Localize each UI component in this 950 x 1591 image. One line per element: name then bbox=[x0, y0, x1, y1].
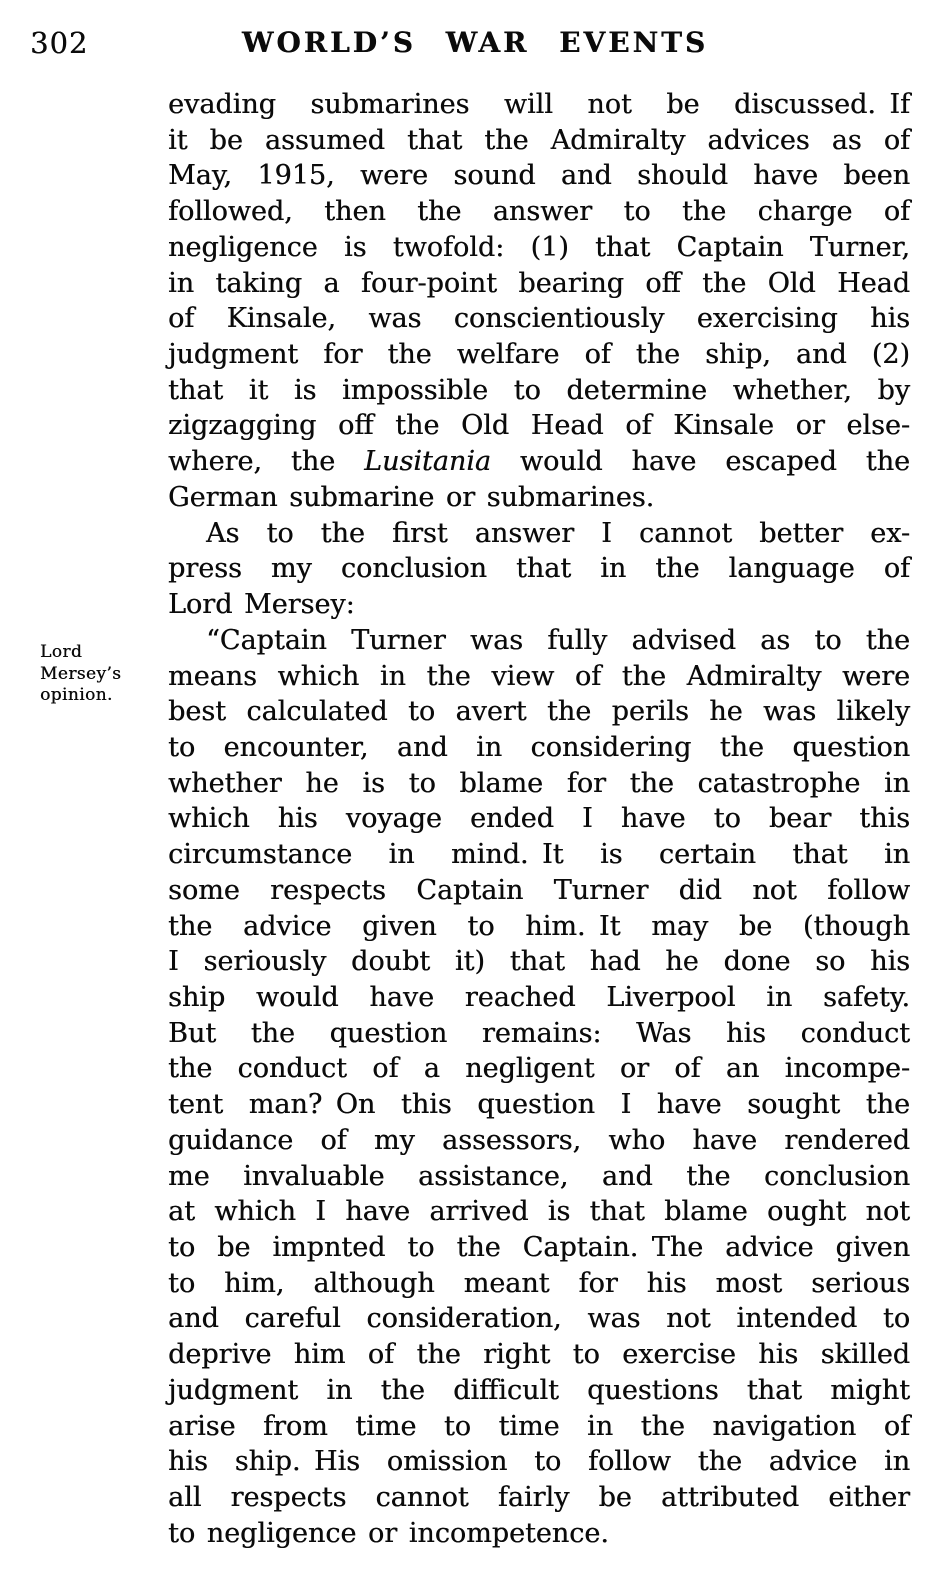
text-segment: me invaluable assistance, and the conclusion bbox=[168, 1160, 910, 1192]
text-segment: where, the bbox=[168, 446, 365, 478]
text-line bbox=[168, 837, 910, 873]
text-segment: whether he is to blame for the catastrophe in bbox=[168, 767, 910, 799]
text-segment: it be assumed that the Admiralty advices as of bbox=[168, 124, 910, 156]
text-segment: guidance of my assessors, who have rendered bbox=[168, 1124, 910, 1156]
text-segment: that it is impossible to determine whether, by bbox=[168, 374, 910, 406]
body-text bbox=[168, 87, 910, 1551]
text-line bbox=[168, 873, 910, 909]
text-line bbox=[168, 1301, 910, 1337]
text-line bbox=[168, 694, 910, 730]
text-segment: all respects cannot fairly be attributed either bbox=[168, 1482, 910, 1514]
text-line bbox=[168, 158, 910, 194]
text-line bbox=[168, 123, 910, 159]
text-segment: to be impnted to the Captain. The advice given bbox=[168, 1232, 910, 1263]
text-line bbox=[168, 659, 910, 695]
text-line bbox=[168, 766, 910, 802]
text-segment: circumstance in mind. It is certain that in bbox=[168, 839, 910, 871]
text-segment: to negligence or incompetence. bbox=[168, 1517, 609, 1549]
text-segment: some respects Captain Turner did not follow bbox=[168, 874, 910, 906]
margin-note-line: opinion. bbox=[40, 685, 113, 705]
text-segment: zigzagging off the Old Head of Kinsale or else- bbox=[168, 410, 910, 442]
text-line bbox=[168, 1230, 910, 1266]
text-line bbox=[168, 194, 910, 230]
text-line bbox=[168, 909, 910, 945]
text-line bbox=[168, 551, 910, 587]
text-segment: I seriously doubt it) that had he done so his bbox=[168, 946, 910, 978]
margin-note-line: Mersey’s bbox=[40, 663, 122, 684]
text-line bbox=[168, 1516, 910, 1552]
page-number: 302 bbox=[30, 26, 89, 60]
text-line bbox=[168, 944, 910, 980]
text-segment: at which I have arrived is that blame ought not bbox=[168, 1196, 910, 1228]
italic-ship-name: Lusitania bbox=[364, 446, 491, 478]
text-segment: the advice given to him. It may be (though bbox=[168, 910, 910, 942]
text-segment: his ship. His omission to follow the advice in bbox=[168, 1446, 910, 1478]
text-segment: deprive him of the right to exercise his skilled bbox=[168, 1339, 910, 1371]
text-segment: to encounter, and in considering the question bbox=[168, 731, 910, 763]
text-line bbox=[168, 1159, 910, 1195]
text-line bbox=[168, 623, 910, 659]
text-line bbox=[168, 480, 910, 516]
text-line bbox=[168, 1194, 910, 1230]
margin-note-line: Lord bbox=[40, 642, 83, 662]
text-segment: negligence is twofold: (1) that Captain Turner, bbox=[168, 231, 910, 263]
text-segment: judgment for the welfare of the ship, and (2) bbox=[168, 339, 910, 371]
text-segment: judgment in the difficult questions that might bbox=[168, 1374, 910, 1406]
text-segment: and careful consideration, was not intended to bbox=[168, 1303, 910, 1335]
text-segment: followed, then the answer to the charge of bbox=[168, 196, 910, 228]
text-segment: evading submarines will not be discussed. If bbox=[168, 89, 910, 120]
text-line bbox=[168, 1051, 910, 1087]
text-segment: Lord Mersey: bbox=[168, 589, 355, 621]
text-line bbox=[168, 1337, 910, 1373]
text-line bbox=[168, 980, 910, 1016]
text-segment: which his voyage ended I have to bear this bbox=[168, 803, 910, 835]
text-segment: But the question remains: Was his conduct bbox=[168, 1017, 910, 1049]
text-line bbox=[168, 1123, 910, 1159]
text-segment: press my conclusion that in the language of bbox=[168, 553, 910, 585]
text-line bbox=[168, 1266, 910, 1302]
text-line bbox=[168, 1087, 910, 1123]
text-segment: to him, although meant for his most serious bbox=[168, 1267, 910, 1299]
text-segment: “Captain Turner was fully advised as to the bbox=[206, 624, 910, 656]
text-line bbox=[168, 230, 910, 266]
text-segment: best calculated to avert the perils he was likely bbox=[168, 696, 910, 728]
text-line bbox=[168, 1480, 910, 1516]
text-line bbox=[168, 373, 910, 409]
text-line bbox=[168, 587, 910, 623]
text-line bbox=[168, 301, 910, 337]
text-segment: the conduct of a negligent or of an incompe- bbox=[168, 1053, 910, 1085]
text-segment: would have escaped the bbox=[490, 446, 910, 478]
text-line bbox=[168, 730, 910, 766]
text-line bbox=[168, 87, 910, 123]
text-line bbox=[168, 444, 910, 480]
text-segment: means which in the view of the Admiralty were bbox=[168, 660, 910, 692]
margin-note bbox=[40, 642, 160, 707]
text-line bbox=[168, 1016, 910, 1052]
text-segment: in taking a four-point bearing off the Old Head bbox=[168, 267, 910, 299]
text-segment: tent man? On this question I have sought the bbox=[168, 1089, 910, 1121]
running-header-title: WORLD’S WAR EVENTS bbox=[241, 26, 709, 59]
text-segment: arise from time to time in the navigation of bbox=[168, 1410, 910, 1442]
text-line bbox=[168, 337, 910, 373]
text-line bbox=[168, 1373, 910, 1409]
text-segment: German submarine or submarines. bbox=[168, 481, 655, 513]
text-line bbox=[168, 516, 910, 552]
text-segment: May, 1915, were sound and should have been bbox=[168, 160, 910, 192]
text-line bbox=[168, 801, 910, 837]
text-line bbox=[168, 1409, 910, 1445]
text-segment: of Kinsale, was conscientiously exercising his bbox=[168, 303, 910, 335]
text-segment: As to the first answer I cannot better ex- bbox=[206, 517, 910, 549]
text-segment: ship would have reached Liverpool in safety. bbox=[168, 981, 910, 1013]
text-line bbox=[168, 408, 910, 444]
text-line bbox=[168, 266, 910, 302]
text-line bbox=[168, 1444, 910, 1480]
